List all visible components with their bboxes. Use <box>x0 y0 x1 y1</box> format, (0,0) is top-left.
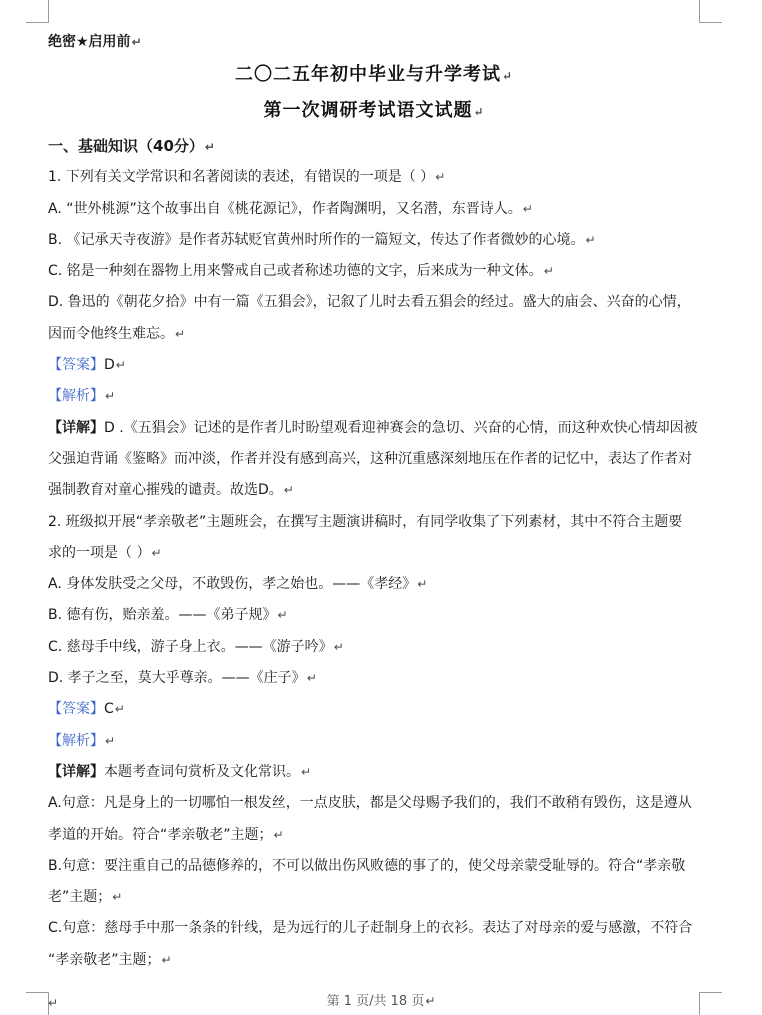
q1-option-c: C. 铭是一种刻在器物上用来警戒自己或者称述功德的文字，后来成为一种文体。↵ <box>48 263 554 280</box>
q1-option-b: B. 《记承天寺夜游》是作者苏轼贬官黄州时所作的一篇短文，传达了作者微妙的心境。↵ <box>48 231 596 248</box>
q1-answer: 【答案】D↵ <box>48 357 126 374</box>
q1-detail-line3: 强制教育对童心摧残的谴责。故选D。↵ <box>48 482 294 499</box>
crop-mark-top-left <box>26 0 49 23</box>
q2-option-b: B. 德有伤，贻亲羞。——《弟子规》↵ <box>48 607 288 624</box>
document-page <box>48 28 700 976</box>
paragraph-mark: ↵ <box>48 996 59 1010</box>
analysis-label: 【解析】 <box>48 388 104 405</box>
q2-explain-b-line2: 老”主题；↵ <box>48 889 123 906</box>
detail-label: 【详解】 <box>48 419 104 436</box>
crop-mark-top-right <box>699 0 722 23</box>
q2-stem-line2: 求的一项是（ ）↵ <box>48 544 162 561</box>
q2-detail-intro: 【详解】本题考查词句赏析及文化常识。↵ <box>48 763 312 780</box>
answer-label: 【答案】 <box>48 357 104 374</box>
q1-detail-line1: 【详解】D .《五猖会》记述的是作者儿时盼望观看迎神赛会的急切、兴奋的心情，而这种欢快心情却因被 <box>48 419 698 436</box>
q2-option-d: D. 孝子之至，莫大乎尊亲。——《庄子》↵ <box>48 670 317 687</box>
q2-answer: 【答案】C↵ <box>48 701 125 718</box>
q2-explain-a-line1: A.句意：凡是身上的一切哪怕一根发丝，一点皮肤，都是父母赐予我们的，我们不敢稍有毁伤，这是遵从 <box>48 795 692 812</box>
q2-option-c: C. 慈母手中线，游子身上衣。——《游子吟》↵ <box>48 638 344 655</box>
section-heading: 一、基础知识（40分）↵ <box>48 137 215 155</box>
q1-option-d-line1: D. 鲁迅的《朝花夕拾》中有一篇《五猖会》，记叙了儿时去看五猖会的经过。盛大的庙会、兴奋的心情， <box>48 294 691 311</box>
q1-stem: 1. 下列有关文学常识和名著阅读的表述，有错误的一项是（ ）↵ <box>48 169 446 186</box>
exam-title: 二〇二五年初中毕业与升学考试↵ <box>234 64 514 85</box>
q1-detail-line2: 父强迫背诵《鉴略》而冲淡，作者并没有感到高兴，这种沉重感深刻地压在作者的记忆中，表达了作者对 <box>48 450 692 467</box>
q2-explain-a-line2: 孝道的开始。符合“孝亲敬老”主题；↵ <box>48 826 284 843</box>
q1-analysis: 【解析】↵ <box>48 388 116 405</box>
page-footer: 第 1 页/共 18 页↵ <box>326 994 436 1009</box>
q2-explain-c-line1: C.句意：慈母手中那一条条的针线，是为远行的儿子赶制身上的衣衫。表达了对母亲的爱与感激，不符合 <box>48 920 693 937</box>
q2-stem-line1: 2. 班级拟开展“孝亲敬老”主题班会，在撰写主题演讲稿时，有同学收集了下列素材，其中不符合主题要 <box>48 513 683 530</box>
q2-option-a: A. 身体发肤受之父母，不敢毁伤，孝之始也。——《孝经》↵ <box>48 576 428 593</box>
q1-option-d-line2: 因而令他终生难忘。↵ <box>48 325 186 342</box>
q2-explain-c-line2: “孝亲敬老”主题；↵ <box>48 951 172 968</box>
exam-subtitle: 第一次调研考试语文试题↵ <box>263 100 485 121</box>
secret-label: 绝密★启用前↵ <box>48 34 142 50</box>
detail-label: 【详解】 <box>48 763 104 780</box>
q2-explain-b-line1: B.句意：要注重自己的品德修养的，不可以做出伤风败德的事了的，使父母亲蒙受耻辱的。符合“孝亲敬 <box>48 857 686 874</box>
answer-label: 【答案】 <box>48 701 104 718</box>
q2-analysis: 【解析】↵ <box>48 732 116 749</box>
q1-option-a: A. “世外桃源”这个故事出自《桃花源记》，作者陶渊明，又名潜，东晋诗人。↵ <box>48 200 533 217</box>
analysis-label: 【解析】 <box>48 732 104 749</box>
